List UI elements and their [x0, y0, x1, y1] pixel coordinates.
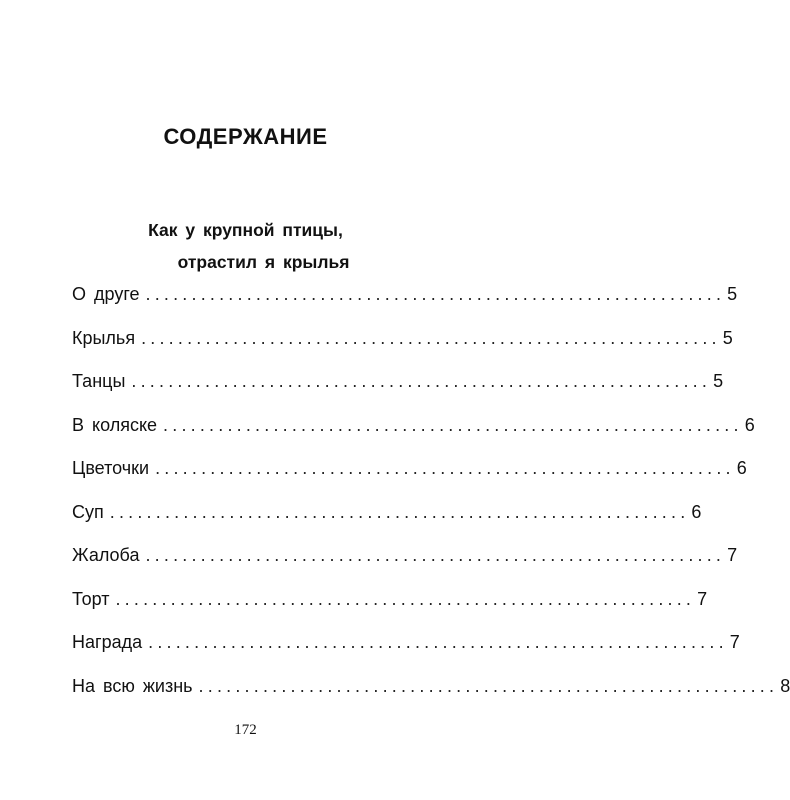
- toc-entry-page: 5: [722, 327, 733, 348]
- toc-entry: [72, 458, 747, 502]
- toc-entry-title: В коляске: [72, 414, 158, 435]
- toc-entry-page: 6: [744, 414, 755, 435]
- toc-entry-page: 7: [729, 632, 740, 652]
- toc-leader-dots: ...............................................................: [163, 414, 743, 435]
- toc-entry: [72, 501, 702, 546]
- toc-entry-page: 6: [691, 501, 702, 522]
- toc-entry-title: О друге: [72, 284, 140, 304]
- toc-entry: [72, 675, 790, 720]
- toc-entry-title: Жалоба: [72, 545, 140, 565]
- toc-entry-page: 7: [697, 588, 708, 609]
- toc-entry: [72, 327, 733, 372]
- toc-entry: [72, 371, 724, 415]
- section-title: [0, 214, 491, 278]
- toc-entry-page: 5: [727, 284, 738, 304]
- toc-leader-dots: ...............................................................: [109, 501, 690, 522]
- toc-entry: [72, 588, 708, 633]
- table-of-contents: [72, 284, 790, 719]
- toc-leader-dots: ...............................................................: [145, 284, 726, 304]
- toc-leader-dots: ...............................................................: [155, 458, 735, 478]
- toc-entry-page: 6: [736, 458, 747, 478]
- toc-leader-dots: ...............................................................: [115, 588, 696, 609]
- toc-entry-page: 7: [727, 545, 738, 565]
- toc-entry-title: На всю жизнь: [72, 675, 193, 696]
- toc-leader-dots: ...............................................................: [141, 327, 721, 348]
- toc-entry: [72, 632, 740, 676]
- toc-leader-dots: ...............................................................: [148, 632, 728, 652]
- section-title-line-1: Как у крупной птицы,: [148, 220, 343, 240]
- toc-entry-page: 8: [780, 675, 790, 696]
- toc-entry-title: Награда: [72, 632, 143, 652]
- toc-entry-title: Суп: [72, 501, 104, 522]
- toc-leader-dots: ...............................................................: [131, 371, 712, 391]
- toc-leader-dots: ...............................................................: [198, 675, 779, 696]
- toc-entry-title: Торт: [72, 588, 110, 609]
- toc-entry-page: 5: [713, 371, 724, 391]
- page-title: СОДЕРЖАНИЕ: [163, 124, 328, 149]
- toc-entry: [72, 414, 755, 459]
- toc-entry: [72, 545, 738, 589]
- toc-entry-title: Цветочки: [72, 458, 150, 478]
- toc-entry-title: Танцы: [72, 371, 126, 391]
- page-number: 172: [234, 722, 257, 738]
- toc-entry-title: Крылья: [72, 327, 136, 348]
- section-title-line-2: отрастил я крылья: [177, 252, 350, 272]
- toc-entry: [72, 284, 738, 328]
- toc-leader-dots: ...............................................................: [145, 545, 726, 565]
